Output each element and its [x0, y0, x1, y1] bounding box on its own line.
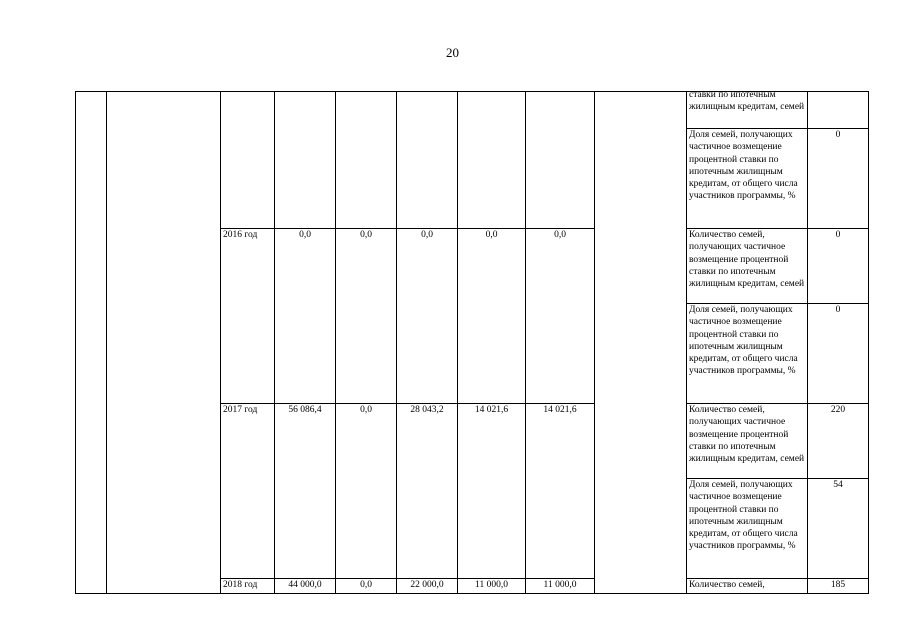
year-cell: 2016 год [221, 229, 275, 404]
indicator-text: Доля семей, получающих частичное возмещение процентной ставки по ипотечным жилищным кредитам, от общего числа участников программы, % [689, 480, 798, 552]
local-cell: 11 000,0 [458, 579, 526, 594]
indicator-value: 185 [808, 579, 869, 594]
indicator-text: ставки по ипотечным жилищным кредитам, семей [689, 90, 805, 113]
year-cell: 2017 год [221, 404, 275, 579]
indicator-cell [687, 129, 808, 229]
indicator-value: 220 [808, 404, 869, 479]
program-funding-table [75, 91, 869, 594]
year-cell [221, 92, 275, 229]
indicator-text: Доля семей, получающих частичное возмещение процентной ставки по ипотечным жилищным кредитам, от общего числа участников программы, % [689, 130, 798, 202]
federal-cell: 0,0 [336, 229, 397, 404]
year-cell: 2018 год [221, 579, 275, 594]
indicator-cell [687, 479, 808, 579]
other-cell: 0,0 [526, 229, 595, 404]
federal-cell: 0,0 [336, 404, 397, 579]
measure-name-cell [107, 92, 221, 594]
total-cell: 0,0 [275, 229, 336, 404]
federal-cell: 0,0 [336, 579, 397, 594]
other-cell: 14 021,6 [526, 404, 595, 579]
total-cell [275, 92, 336, 229]
indicator-cell [687, 579, 808, 594]
total-cell: 44 000,0 [275, 579, 336, 594]
local-cell [458, 92, 526, 229]
page-number: 20 [446, 45, 459, 60]
federal-cell [336, 92, 397, 229]
indicator-cell [687, 229, 808, 304]
indicator-value: 0 [808, 129, 869, 229]
regional-cell: 28 043,2 [397, 404, 458, 579]
indicator-text: Доля семей, получающих частичное возмещение процентной ставки по ипотечным жилищным кредитам, от общего числа участников программы, % [689, 305, 798, 377]
indicator-value: 54 [808, 479, 869, 579]
regional-cell: 22 000,0 [397, 579, 458, 594]
local-cell: 14 021,6 [458, 404, 526, 579]
indicator-cell [687, 404, 808, 479]
table-row [76, 92, 869, 129]
regional-cell: 0,0 [397, 229, 458, 404]
indicator-value: 0 [808, 304, 869, 404]
indicator-cell [687, 304, 808, 404]
indicator-text: Количество семей, получающих частичное возмещение процентной ставки по ипотечным жилищным кредитам, семей [689, 405, 805, 465]
indicator-value [808, 92, 869, 129]
regional-cell [397, 92, 458, 229]
index-cell [76, 92, 107, 594]
indicator-value: 0 [808, 229, 869, 304]
indicator-cell [687, 92, 808, 129]
indicator-text: Количество семей, [689, 580, 765, 590]
total-cell: 56 086,4 [275, 404, 336, 579]
executor-cell [595, 92, 687, 594]
indicator-text: Количество семей, получающих частичное возмещение процентной ставки по ипотечным жилищным кредитам, семей [689, 230, 805, 290]
local-cell: 0,0 [458, 229, 526, 404]
other-cell [526, 92, 595, 229]
other-cell: 11 000,0 [526, 579, 595, 594]
